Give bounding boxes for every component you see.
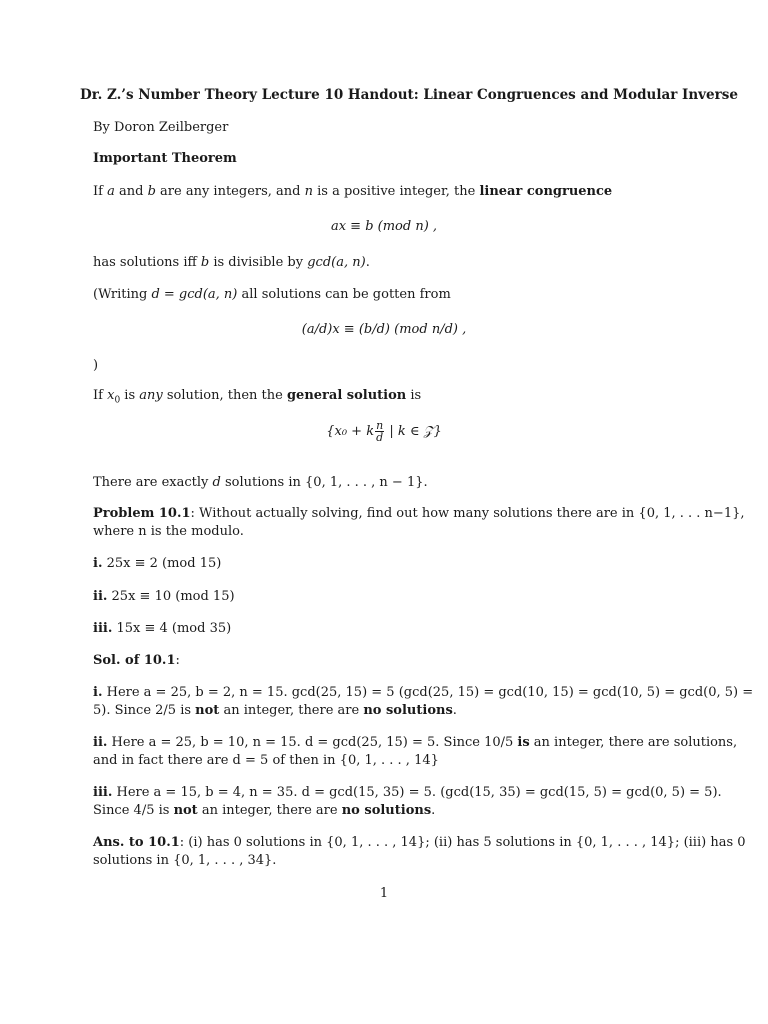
text-run: is	[406, 388, 422, 403]
item-label: ii.	[93, 735, 108, 750]
exact-count-line	[93, 474, 428, 492]
text-run: : Without actually solving, find out how many solutions there are in {0, 1, . . . n−1},	[190, 506, 745, 521]
theorem-heading: Important Theorem	[93, 151, 237, 166]
text-run: .	[431, 803, 436, 818]
text-run: {x₀ + k	[326, 424, 375, 439]
text-run: solution, then the	[162, 388, 287, 403]
problem-item-ii	[93, 588, 235, 606]
divisibility-condition	[93, 254, 370, 272]
bold-term: linear congruence	[479, 184, 613, 199]
text-run: :	[175, 653, 180, 668]
solution-heading	[93, 652, 180, 670]
text-run: is divisible by	[209, 255, 308, 270]
fraction-n-over-d	[375, 420, 384, 443]
math-var: d	[212, 475, 221, 490]
bold-term: general solution	[286, 388, 407, 403]
math-subscript: 0	[114, 395, 121, 406]
item-label: iii.	[93, 785, 113, 800]
item-label: iii.	[93, 621, 113, 636]
item-label: i.	[93, 556, 103, 571]
answer-label: Ans. to 10.1	[93, 835, 180, 850]
text-run: | k ∈ 𝒵}	[385, 424, 442, 439]
math-expr: d = gcd(a, n)	[151, 287, 238, 302]
text-run: Here a = 25, b = 10, n = 15. d = gcd(25, 15) = 5. Since 10/5	[107, 735, 518, 750]
item-equation: 25x ≡ 2 (mod 15)	[102, 556, 222, 571]
text-run: .	[365, 255, 370, 270]
text-run: has solutions iff	[93, 255, 201, 270]
closing-paren: )	[93, 358, 99, 373]
item-label: ii.	[93, 589, 108, 604]
solution-iii-line1	[93, 784, 722, 802]
text-run: all solutions can be gotten from	[237, 287, 451, 302]
text-run: 5). Since 2/5 is	[93, 703, 196, 718]
general-solution-intro	[93, 387, 421, 410]
text-run: .	[452, 703, 457, 718]
general-solution-equation	[0, 420, 768, 444]
text-run: an integer, there are solutions,	[529, 735, 738, 750]
problem-item-iii	[93, 620, 231, 638]
fraction-denominator: d	[376, 431, 384, 444]
text-run: are any integers, and	[155, 184, 305, 199]
congruence-equation: ax ≡ b (mod n) ,	[330, 219, 438, 234]
item-equation: 15x ≡ 4 (mod 35)	[112, 621, 232, 636]
text-run: is a positive integer, the	[313, 184, 480, 199]
math-expr: gcd(a, n)	[307, 255, 366, 270]
bold-term: not	[195, 703, 220, 718]
text-run: Here a = 15, b = 4, n = 35. d = gcd(15, 35) = 5. (gcd(15, 35) = gcd(15, 5) = gcd(0, 5) = 5).	[112, 785, 722, 800]
text-run: : (i) has 0 solutions in {0, 1, . . . , 14}; (ii) has 5 solutions in {0, 1, . . . , 14}; (iii) has 0	[179, 835, 746, 850]
text-run: and	[114, 184, 148, 199]
bold-term: no solutions	[363, 703, 453, 718]
problem-statement-line2: where n is the modulo.	[93, 524, 244, 539]
text-run: an integer, there are	[219, 703, 364, 718]
answer-line1	[93, 834, 746, 852]
item-label: i.	[93, 685, 103, 700]
solution-iii-line2	[93, 802, 435, 820]
text-run: There are exactly	[93, 475, 213, 490]
document-title: Dr. Z.’s Number Theory Lecture 10 Handout: Linear Congruences and Modular Inverse	[80, 87, 738, 103]
math-var: n	[304, 184, 313, 199]
bold-term: is	[517, 735, 530, 750]
text-run: an integer, there are	[197, 803, 342, 818]
bold-term: no solutions	[341, 803, 432, 818]
text-run: (Writing	[93, 287, 152, 302]
solution-i-line1	[93, 684, 753, 702]
bold-term: not	[173, 803, 198, 818]
item-equation: 25x ≡ 10 (mod 15)	[107, 589, 235, 604]
page-number: 1	[379, 886, 389, 901]
solution-ii-line1	[93, 734, 737, 752]
answer-line2: solutions in {0, 1, . . . , 34}.	[93, 853, 277, 868]
text-run: Here a = 25, b = 2, n = 15. gcd(25, 15) = 5 (gcd(25, 15) = gcd(10, 15) = gcd(10, 5) = gcd(0, 5) =	[102, 685, 754, 700]
math-var: b	[200, 255, 210, 270]
problem-item-i	[93, 555, 221, 573]
text-run: If	[93, 184, 108, 199]
text-run: Since 4/5 is	[93, 803, 174, 818]
problem-label: Problem 10.1	[93, 506, 191, 521]
solution-ii-line2: and in fact there are d = 5 of then in {0, 1, . . . , 14}	[93, 753, 439, 768]
emphasis: any	[139, 388, 163, 403]
math-var: b	[147, 184, 156, 199]
theorem-intro	[93, 183, 612, 201]
problem-statement-line1	[93, 505, 745, 523]
text-run: is	[120, 388, 140, 403]
author-line: By Doron Zeilberger	[93, 120, 229, 135]
math-var: x	[107, 388, 115, 403]
fraction-numerator: n	[376, 419, 384, 432]
solution-heading-label: Sol. of 10.1	[93, 653, 176, 668]
solution-i-line2	[93, 702, 457, 720]
text-run: If	[93, 388, 108, 403]
reduced-congruence-equation: (a/d)x ≡ (b/d) (mod n/d) ,	[301, 322, 467, 337]
text-run: solutions in {0, 1, . . . , n − 1}.	[220, 475, 428, 490]
math-var: a	[107, 184, 115, 199]
writing-d-line	[93, 286, 451, 304]
